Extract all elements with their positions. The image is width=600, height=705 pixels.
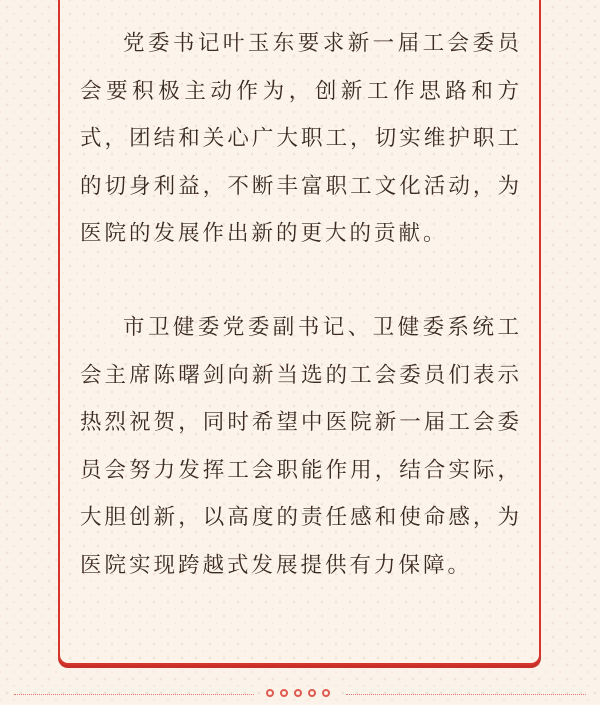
article-paragraph-2: 市卫健委党委副书记、卫健委系统工会主席陈曙剑向新当选的工会委员们表示热烈祝贺，同时希望中医院新一届工会委员会努力发挥工会职能作用，结合实际，大胆创新，以高度的责任感和使命感，为医院实现跨越式发展提供有力保障。	[80, 315, 522, 578]
divider-ring-icon	[308, 689, 316, 697]
article-paragraph-1: 党委书记叶玉东要求新一届工会委员会要积极主动作为，创新工作思路和方式，团结和关心广大职工，切实维护职工的切身利益，不断丰富职工文化活动，为医院的发展作出新的更大的贡献。	[80, 31, 522, 246]
divider-ring-icon	[322, 689, 330, 697]
divider-ring-icon	[266, 689, 274, 697]
decorative-divider	[14, 690, 586, 700]
divider-ring-icon	[294, 689, 302, 697]
divider-ring-icon	[280, 689, 288, 697]
divider-rings	[266, 689, 330, 697]
divider-dotted-line-left	[14, 694, 254, 695]
divider-dotted-line-right	[346, 694, 586, 695]
